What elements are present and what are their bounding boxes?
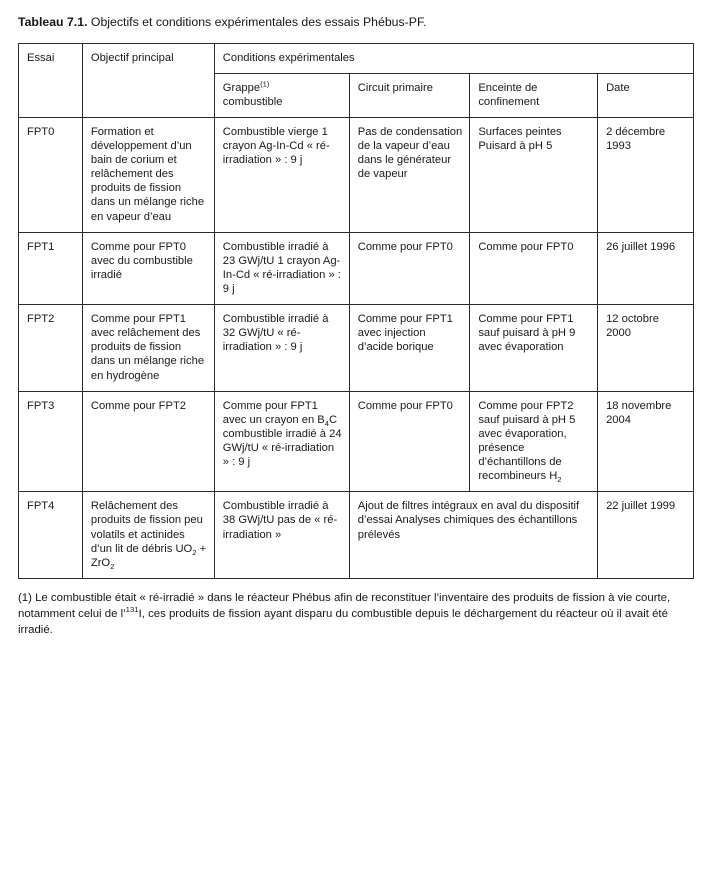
cell-essai: FPT3 [19,391,83,492]
table-footnote [18,590,694,639]
table-caption [18,14,701,31]
cell-grappe-part2: C combustible irradié à 24 GWj/tU « ré-irradiation » : 9 j [222,413,342,469]
cell-enceinte [470,391,598,492]
cell-essai: FPT4 [19,492,83,579]
footnote-part1: (1) Le combustible était « ré-irradié » dans le réacteur Phébus afin de reconstituer l’inventaire des produits de fission à vie courte, notamment celui de l’ [18,591,671,621]
header-grappe-line2: combustible [222,95,283,108]
experiments-table [18,43,694,579]
cell-grappe-subscript: 4 [324,419,329,429]
table-body [19,117,694,578]
cell-merged-circuit-enceinte: Ajout de filtres intégraux en aval du dispositif d’essai Analyses chimiques des échantillons prélevés [349,492,597,579]
cell-enceinte-part1: Comme pour FPT2 sauf puisard à pH 5 avec évaporation, présence d’échantillons de recombineurs H [478,399,576,483]
table-row [19,391,694,492]
table-row [19,117,694,232]
cell-date: 26 juillet 1996 [598,232,694,304]
header-circuit-primaire: Circuit primaire [349,73,470,117]
footnote-part2: I, ces produits de fission ayant disparu du combustible depuis le déchargement du réacteur où il avait été irradié. [18,608,668,637]
cell-objectif-subscript-1: 2 [192,547,197,557]
cell-essai: FPT0 [19,117,83,232]
table-row [19,232,694,304]
table-row [19,492,694,579]
cell-objectif: Comme pour FPT1 avec relâchement des produits de fission dans un mélange riche en hydrogène [82,305,214,392]
cell-objectif: Formation et développement d’un bain de corium et relâchement des produits de fission dans un mélange riche en vapeur d’eau [82,117,214,232]
header-enceinte-line1: Enceinte de [478,81,538,94]
cell-enceinte: Comme pour FPT1 sauf puisard à pH 9 avec évaporation [470,305,598,392]
footnote-isotope-superscript: 131 [125,605,139,615]
caption-label: Tableau 7.1. [18,15,88,29]
cell-objectif-part1: Relâchement des produits de fission peu volatils et actinides d’un lit de débris UO [90,500,203,555]
cell-grappe: Combustible irradié à 32 GWj/tU « ré-irradiation » : 9 j [214,305,349,392]
cell-essai: FPT1 [19,232,83,304]
header-conditions-experimentales: Conditions expérimentales [214,43,693,73]
cell-enceinte-subscript: 2 [557,475,562,485]
cell-circuit: Pas de condensation de la vapeur d’eau dans le générateur de vapeur [349,117,470,232]
table-row [19,305,694,392]
table-head [19,43,694,117]
cell-grappe [214,391,349,492]
header-grappe-combustible [214,73,349,117]
header-essai: Essai [19,43,83,117]
header-enceinte-line2: confinement [478,95,540,108]
header-objectif: Objectif principal [82,43,214,117]
cell-date: 22 juillet 1999 [598,492,694,579]
cell-enceinte: Surfaces peintes Puisard à pH 5 [470,117,598,232]
cell-date: 2 décembre 1993 [598,117,694,232]
cell-objectif-part2: + ZrO [90,542,207,569]
cell-enceinte: Comme pour FPT0 [470,232,598,304]
cell-essai: FPT2 [19,305,83,392]
header-grappe-footnote-marker: (1) [260,78,270,88]
header-grappe-line1: Grappe [222,81,261,94]
header-enceinte-confinement [470,73,598,117]
cell-date: 12 octobre 2000 [598,305,694,392]
table-header-row-group [19,43,694,73]
cell-objectif: Comme pour FPT0 avec du combustible irradié [82,232,214,304]
cell-circuit: Comme pour FPT1 avec injection d’acide borique [349,305,470,392]
cell-objectif [82,492,214,579]
header-date: Date [598,73,694,117]
cell-grappe: Combustible irradié à 38 GWj/tU pas de « ré-irradiation » [214,492,349,579]
cell-grappe: Combustible irradié à 23 GWj/tU 1 crayon Ag-In-Cd « ré-irradiation » : 9 j [214,232,349,304]
cell-grappe-part1: Comme pour FPT1 avec un crayon en B [222,399,325,426]
caption-text: Objectifs et conditions expérimentales des essais Phébus-PF. [90,15,427,29]
cell-grappe: Combustible vierge 1 crayon Ag-In-Cd « ré-irradiation » : 9 j [214,117,349,232]
cell-date: 18 novembre 2004 [598,391,694,492]
cell-circuit: Comme pour FPT0 [349,232,470,304]
cell-objectif: Comme pour FPT2 [82,391,214,492]
cell-objectif-subscript-2: 2 [110,562,115,571]
cell-circuit: Comme pour FPT0 [349,391,470,492]
